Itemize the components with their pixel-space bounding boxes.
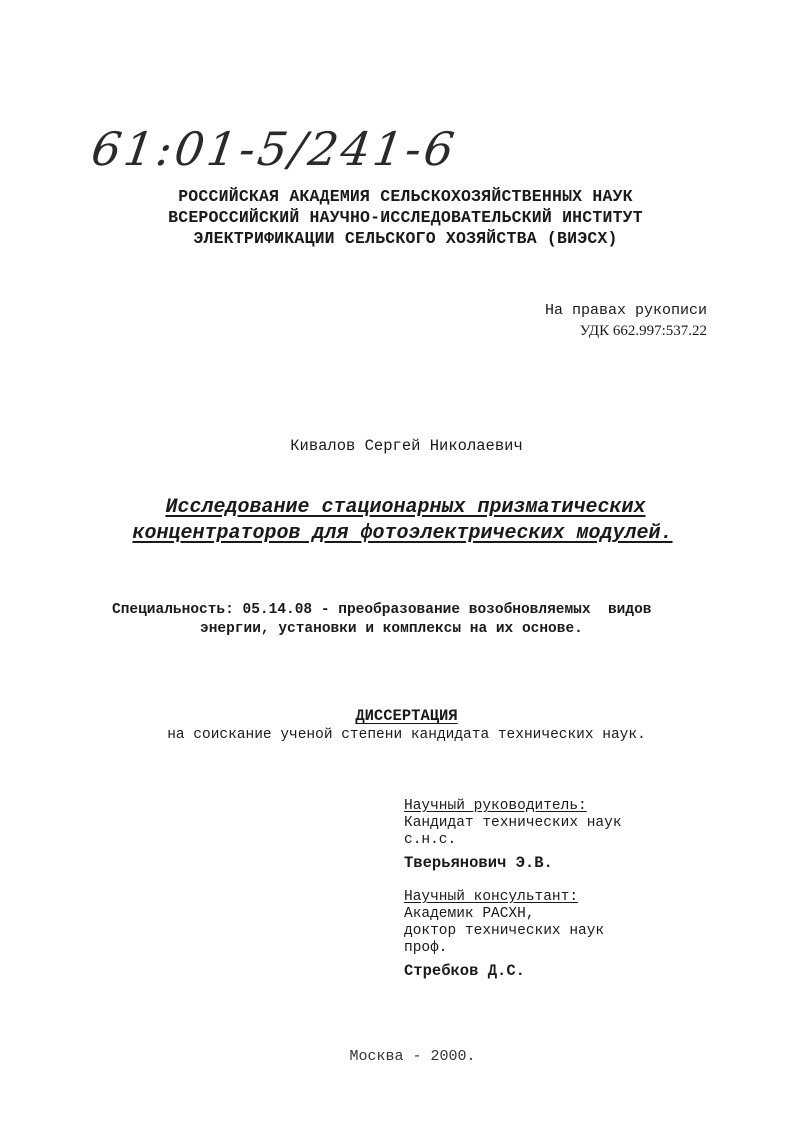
dissertation-subtitle: на соискание ученой степени кандидата технических наук.: [167, 727, 646, 743]
specialty-block: [112, 601, 712, 639]
supervisor-label: Научный руководитель:: [404, 798, 587, 814]
consultant-name: Стребков Д.С.: [404, 962, 525, 980]
consultant-position: проф.: [404, 940, 448, 956]
header-line: ЭЛЕКТРИФИКАЦИИ СЕЛЬСКОГО ХОЗЯЙСТВА (ВИЭСХ): [193, 229, 618, 248]
header-line: ВСЕРОССИЙСКИЙ НАУЧНО-ИССЛЕДОВАТЕЛЬСКИЙ ИНСТИТУТ: [168, 208, 643, 227]
supervisor-name: Тверьянович Э.В.: [404, 854, 553, 872]
dissertation-title: [0, 495, 793, 547]
header-line: РОССИЙСКАЯ АКАДЕМИЯ СЕЛЬСКОХОЗЯЙСТВЕННЫХ НАУК: [178, 187, 633, 206]
supervisor-degree: Кандидат технических наук: [404, 815, 622, 831]
manuscript-rights: На правах рукописи: [544, 302, 707, 319]
title-line: концентраторов для фотоэлектрических модулей.: [132, 522, 673, 545]
consultant-block: [404, 889, 604, 980]
supervisor-position: с.н.с.: [404, 832, 457, 848]
city-year: Москва - 2000.: [349, 1048, 476, 1065]
dissertation-label: ДИССЕРТАЦИЯ: [355, 707, 458, 725]
title-line: Исследование стационарных призматических: [165, 496, 646, 519]
consultant-degree: доктор технических наук: [404, 923, 605, 939]
manuscript-rights-block: [545, 301, 707, 341]
udc-code: УДК 662.997:537.22: [579, 323, 707, 339]
supervisor-block: [404, 798, 622, 872]
specialty-line: Специальность: 05.14.08 - преобразование возобновляемых видов: [112, 602, 652, 618]
author-name: Кивалов Сергей Николаевич: [290, 437, 523, 455]
institution-header: [0, 186, 793, 249]
consultant-title: Академик РАСХН,: [404, 906, 535, 922]
specialty-line: энергии, установки и комплексы на их основе.: [200, 621, 583, 637]
archive-code-handwritten: 61:01-5/241-6: [88, 122, 461, 176]
consultant-label: Научный консультант:: [404, 889, 579, 905]
